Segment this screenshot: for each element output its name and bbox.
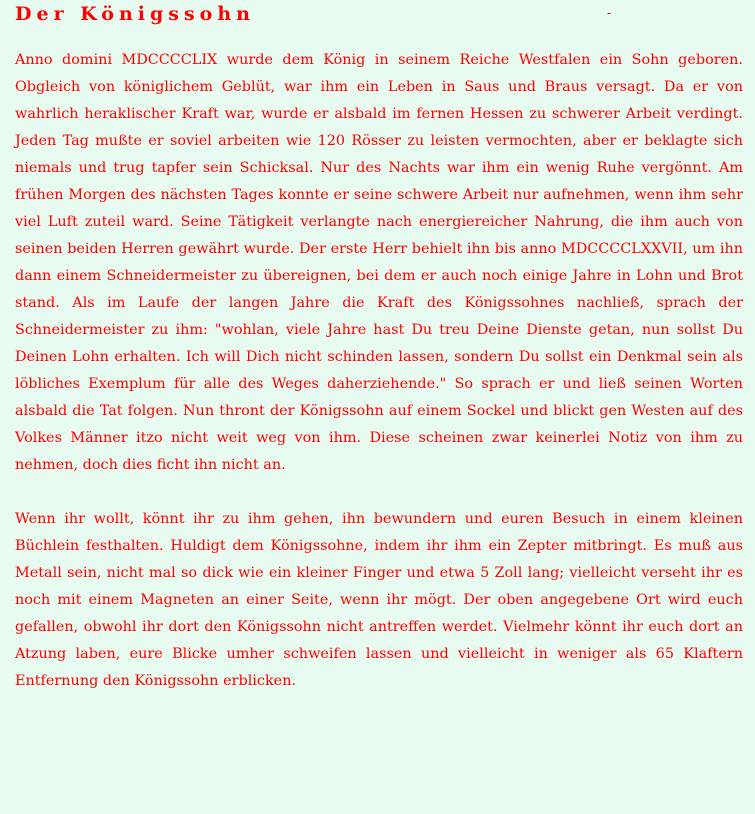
title-row [15, 0, 743, 34]
page [15, 0, 743, 695]
title-dash: - [607, 6, 612, 21]
page-title: Der Königssohn [15, 3, 255, 25]
story-paragraph-2: Wenn ihr wollt, könnt ihr zu ihm gehen, ihn bewundern und euren Besuch in einem kleinen Büchlein festhalten. Huldigt dem Königssohne, indem ihr ihm ein Zepter mitbringt. Es muß aus Metall sein, nicht mal so dick wie ein kleiner Finger und etwa 5 Zoll lang; vielleicht verseht ihr es noch mit einem Magneten an einer Seite, wenn ihr mögt. Der oben angegebene Ort wird euch gefallen, obwohl ihr dort den Königssohn nicht antreffen werdet. Vielmehr könnt ihr euch dort an Atzung laben, eure Blicke umher schweifen lassen und vielleicht in weniger als 65 Klaftern Entfernung den Königssohn erblicken. [15, 511, 743, 689]
story-paragraph-1: Anno domini MDCCCCLIX wurde dem König in seinem Reiche Westfalen ein Sohn geboren. Obgleich von königlichem Geblüt, war ihm ein Leben in Saus und Braus versagt. Da er von wahrlich heraklischer Kraft war, wurde er alsbald im fernen Hessen zu schwerer Arbeit verdingt. Jeden Tag mußte er soviel arbeiten wie 120 Rösser zu leisten vermochten, aber er beklagte sich niemals und trug tapfer sein Schicksal. Nur des Nachts war ihm ein wenig Ruhe vergönnt. Am frühen Morgen des nächsten Tages konnte er seine schwere Arbeit nur aufnehmen, wenn ihm sehr viel Luft zuteil ward. Seine Tätigkeit verlangte nach energiereicher Nahrung, die ihm auch von seinen beiden Herren gewährt wurde. Der erste Herr behielt ihn bis anno MDCCCCLXXVII, um ihn dann einem Schneidermeister zu übereignen, bei dem er auch noch einige Jahre in Lohn und Brot stand. Als im Laufe der langen Jahre die Kraft des Königssohnes nachließ, sprach der Schneidermeister zu ihm: "wohlan, viele Jahre hast Du treu Deine Dienste getan, nun sollst Du Deinen Lohn erhalten. Ich will Dich nicht schinden lassen, sondern Du sollst ein Denkmal sein als löbliches Exemplum für alle des Weges daherziehende." So sprach er und ließ seinen Worten alsbald die Tat folgen. Nun thront der Königssohn auf einem Sockel und blickt gen Westen auf des Volkes Männer itzo nicht weit weg von ihm. Diese scheinen zwar keinerlei Notiz von ihm zu nehmen, doch dies ficht ihn nicht an. [15, 52, 743, 473]
